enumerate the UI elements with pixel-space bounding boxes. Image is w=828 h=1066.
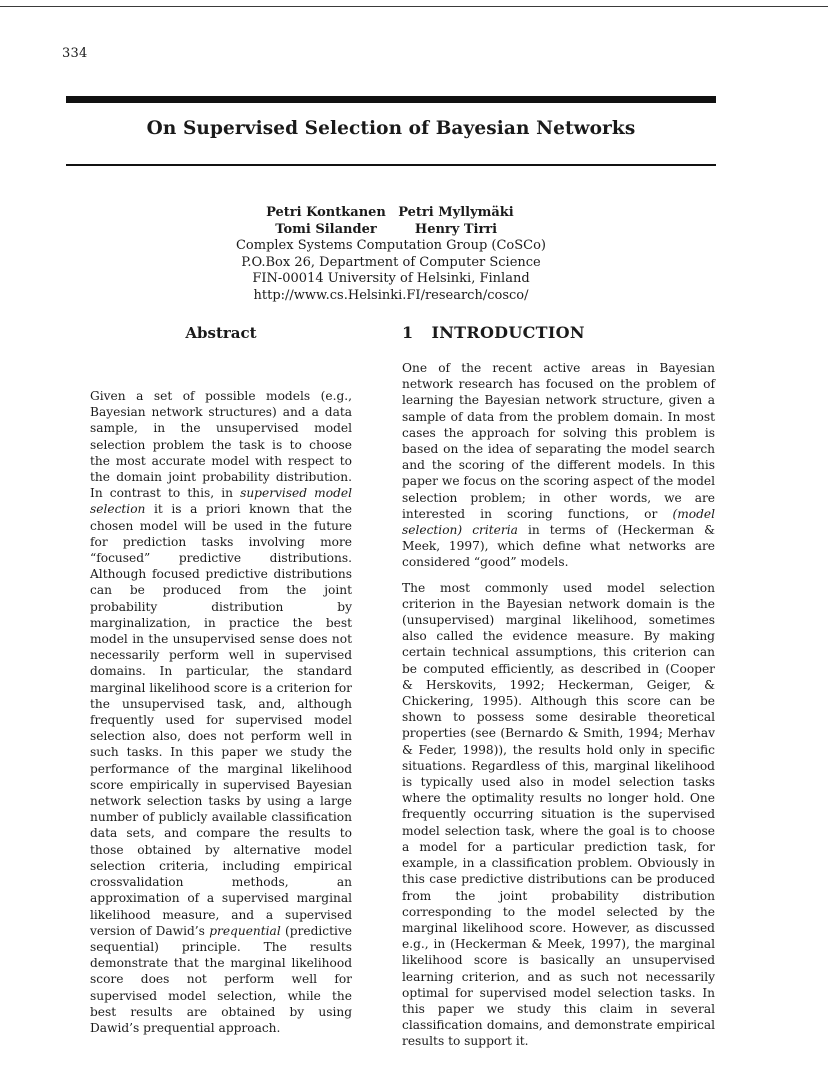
section-number: 1: [402, 323, 414, 342]
page-number: 334: [62, 46, 88, 61]
abstract-text: it is a priori known that the chosen model will be used in the future for prediction tasks involving more “focused” predictive distributions. Although focused predictive distributions can be produced from the joint probability distribution by marginalization, in practice the best model in the unsupervised sense does not necessarily perform well in supervised domains. In particular, the standard marginal likelihood score is a criterion for the unsupervised task, and, although frequently used for supervised model selection also, does not perform well in such tasks. In this paper we study the performance of the marginal likelihood score empirically in supervised Bayesian network selection tasks by using a large number of publicly available classification data sets, and compare the results to those obtained by alternative model selection criteria, including empirical crossvalidation methods, an approximation of a supervised marginal likelihood measure, and a supervised version of Dawid’s: [90, 502, 352, 938]
abstract-text: Given a set of possible models (e.g., Bayesian network structures) and a data sample, in the unsupervised model selection problem the task is to choose the most accurate model with respect to the domain joint probability distribution. In contrast to this, in: [90, 389, 352, 501]
right-column: [402, 322, 715, 1050]
author-block: [66, 205, 716, 304]
abstract-text: (predictive sequential) principle. The results demonstrate that the marginal likelihood score does not perform well for supervised model selection, while the best results are obtained by using Dawid’s prequential approach.: [90, 923, 352, 1035]
intro-paragraph-2: The most commonly used model selection criterion in the Bayesian network domain is the (unsupervised) marginal likelihood, sometimes also called the evidence measure. By making certain technical assumptions, this criterion can be computed efficiently, as described in (Cooper & Herskovits, 1992; Heckerman, Geiger, & Chickering, 1995). Although this score can be shown to possess some desirable theoretical properties (see (Bernardo & Smith, 1994; Merhav & Feder, 1998)), the results hold only in specific situations. Regardless of this, marginal likelihood is typically used also in model selection tasks where the optimality results no longer hold. One frequently occurring situation is the supervised model selection task, where the goal is to choose a model for a particular prediction task, for example, in a classification problem. Obviously in this case predictive distributions can be produced from the joint probability distribution corresponding to the model selected by the marginal likelihood score. However, as discussed e.g., in (Heckerman & Meek, 1997), the marginal likelihood score is basically an unsupervised learning criterion, and as such not necessarily optimal for supervised model selection tasks. In this paper we study this claim in several classification domains, and demonstrate empirical results to support it.: [402, 580, 715, 1049]
section-title: INTRODUCTION: [431, 323, 585, 342]
abstract-emphasis: prequential: [209, 923, 281, 938]
paper-title: On Supervised Selection of Bayesian Networks: [146, 118, 636, 139]
intro-text: One of the recent active areas in Bayesian network research has focused on the problem of learning the Bayesian network structure, given a sample of data from the problem domain. In most cases the approach for solving this problem is based on the idea of separating the model search and the scoring of the different models. In this paper we focus on the scoring aspect of the model selection problem; in other words, we are interested in scoring functions, or: [402, 361, 715, 521]
intro-text: in terms of (Heckerman & Meek, 1997), which define what networks are considered “good” models.: [402, 523, 715, 570]
author-row-1: [66, 205, 716, 222]
intro-paragraph-1: [402, 360, 715, 571]
scan-edge-line: [0, 6, 828, 7]
section-heading: [402, 322, 715, 344]
affiliation-url: http://www.cs.Helsinki.FI/research/cosco/: [253, 287, 529, 303]
author-name: Petri Myllymäki: [398, 205, 514, 220]
affiliation-group: Complex Systems Computation Group (CoSCo): [235, 238, 547, 253]
intro-emphasis: (model selection) criteria: [402, 506, 715, 538]
author-name: Petri Kontkanen: [266, 205, 386, 220]
title-rule-bottom: [66, 164, 716, 166]
author-row-2: [66, 222, 716, 239]
title-rule-top: [66, 96, 716, 103]
introduction-body: [402, 360, 715, 1050]
left-column: [90, 322, 352, 1036]
author-name: Henry Tirri: [414, 221, 498, 237]
abstract-emphasis: supervised model selection: [90, 486, 352, 517]
affiliation-city: FIN-00014 University of Helsinki, Finland: [252, 271, 530, 286]
affiliation-address: P.O.Box 26, Department of Computer Science: [241, 254, 541, 270]
abstract-heading: Abstract: [185, 324, 257, 342]
abstract-body: [90, 388, 352, 1036]
author-name: Tomi Silander: [275, 221, 377, 237]
